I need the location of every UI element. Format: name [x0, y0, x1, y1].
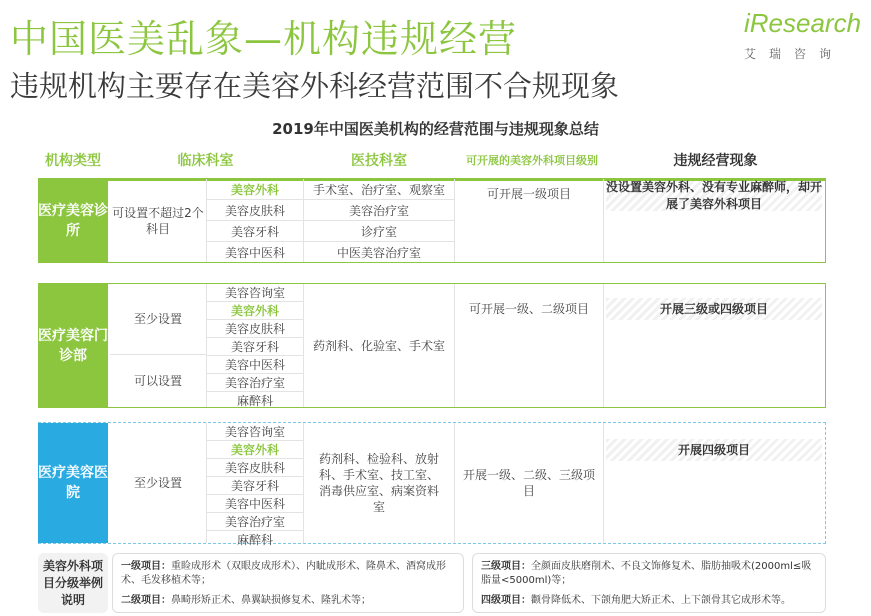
- col-header-violation: 违规经营现象: [673, 153, 758, 169]
- footer-box-right: [472, 553, 826, 613]
- list-item: 美容中医科: [207, 495, 303, 513]
- level2-title: 二级项目：: [121, 595, 171, 606]
- clinic-level: 可开展一级项目: [486, 187, 571, 201]
- section-hospital: [38, 422, 826, 547]
- type-label-outpatient: 医疗美容门诊部: [38, 284, 108, 407]
- list-item: 美容外科: [207, 441, 303, 459]
- list-item: 美容皮肤科: [207, 200, 303, 221]
- footer-box-left: [112, 553, 464, 613]
- level1-title: 一级项目：: [121, 561, 171, 572]
- divider: [603, 423, 604, 543]
- col-header-level: 可开展的美容外科项目级别: [466, 153, 598, 167]
- list-item: 美容治疗室: [207, 513, 303, 531]
- footer-label: 美容外科项目分级举例说明: [38, 553, 108, 613]
- col-header-clinical: 临床科室: [177, 153, 234, 169]
- page-subtitle: 违规机构主要存在美容外科经营范围不合规现象: [10, 69, 620, 103]
- clinic-tech-list: [304, 179, 454, 262]
- section-clinic: [38, 178, 826, 263]
- col-header-tech: 医技科室: [351, 153, 407, 169]
- divider: [603, 179, 604, 262]
- list-item: 美容牙科: [207, 221, 303, 242]
- clinic-violation: 没设置美容外科、没有专业麻醉师，却开展了美容外科项目: [606, 180, 823, 211]
- clinic-dept-list: [207, 179, 303, 262]
- list-item: 麻醉科: [236, 533, 273, 547]
- list-item: 美容咨询室: [207, 284, 303, 302]
- logo-text-en: iResearch: [744, 8, 862, 38]
- hospital-tech: 药剂科、检验科、放射科、手术室、技工室、消毒供应室、病案资料室: [318, 452, 439, 514]
- footer-level3: [481, 560, 819, 588]
- hospital-dept-list: [207, 423, 303, 547]
- outpatient-setting-optional: 可以设置: [110, 354, 206, 407]
- level2-text: 鼻畸形矫正术、鼻翼缺损修复术、隆乳术等；: [171, 595, 371, 606]
- level3-text: 全颜面皮肤磨削术、不良文饰修复术、脂肪抽吸术(2000ml≤吸脂量<5000ml)等；: [481, 561, 812, 586]
- list-item: 美容外科: [207, 302, 303, 320]
- level4-title: 四级项目：: [481, 595, 531, 606]
- list-item: 美容皮肤科: [207, 320, 303, 338]
- page-title: 中国医美乱象—机构违规经营: [10, 17, 518, 61]
- hospital-setting: 至少设置: [133, 476, 182, 490]
- list-item: 美容咨询室: [207, 423, 303, 441]
- outpatient-level: 可开展一级、二级项目: [468, 302, 589, 316]
- table-title: 2019年中国医美机构的经营范围与违规现象总结: [272, 120, 599, 138]
- list-item: 美容牙科: [207, 477, 303, 495]
- outpatient-dept-list: [207, 284, 303, 407]
- hospital-level: 开展一级、二级、三级项目: [462, 468, 595, 498]
- list-item: 麻醉科: [236, 394, 273, 408]
- list-item: 美容治疗室: [304, 200, 454, 221]
- logo-text-cn: 艾瑞咨询: [744, 47, 845, 61]
- divider: [454, 423, 455, 543]
- list-item: 美容治疗室: [207, 374, 303, 392]
- list-item: 诊疗室: [304, 221, 454, 242]
- divider: [303, 423, 304, 543]
- footer-level1: [121, 560, 457, 588]
- outpatient-violation: 开展三级或四级项目: [606, 298, 822, 320]
- outpatient-tech: 药剂科、化验室、手术室: [312, 338, 445, 353]
- list-item: 美容外科: [207, 179, 303, 200]
- clinic-setting: 可设置不超过2个科目: [112, 205, 204, 236]
- list-item: 美容皮肤科: [207, 459, 303, 477]
- level4-text: 颧骨降低术、下颌角肥大矫正术、上下颌骨其它成形术等。: [531, 595, 791, 606]
- outpatient-setting-required: 至少设置: [133, 312, 182, 326]
- list-item: 手术室、治疗室、观察室: [304, 179, 454, 200]
- iresearch-logo: [744, 8, 862, 68]
- type-label-hospital: 医疗美容医院: [38, 423, 108, 543]
- list-item: 美容中医科: [207, 356, 303, 374]
- footer-level4: [481, 594, 819, 608]
- footer-level2: [121, 594, 457, 608]
- hospital-violation: 开展四级项目: [606, 439, 822, 461]
- list-item: 中医美容治疗室: [336, 245, 421, 260]
- divider: [603, 284, 604, 407]
- level1-text: 重睑成形术（双眼皮成形术）、内眦成形术、隆鼻术、酒窝成形术、毛发移植术等；: [121, 561, 446, 586]
- list-item: 美容中医科: [224, 245, 285, 260]
- level3-title: 三级项目：: [481, 561, 531, 572]
- col-header-type: 机构类型: [45, 153, 101, 169]
- section-outpatient: [38, 283, 826, 408]
- list-item: 美容牙科: [207, 338, 303, 356]
- type-label-clinic: 医疗美容诊所: [38, 179, 108, 262]
